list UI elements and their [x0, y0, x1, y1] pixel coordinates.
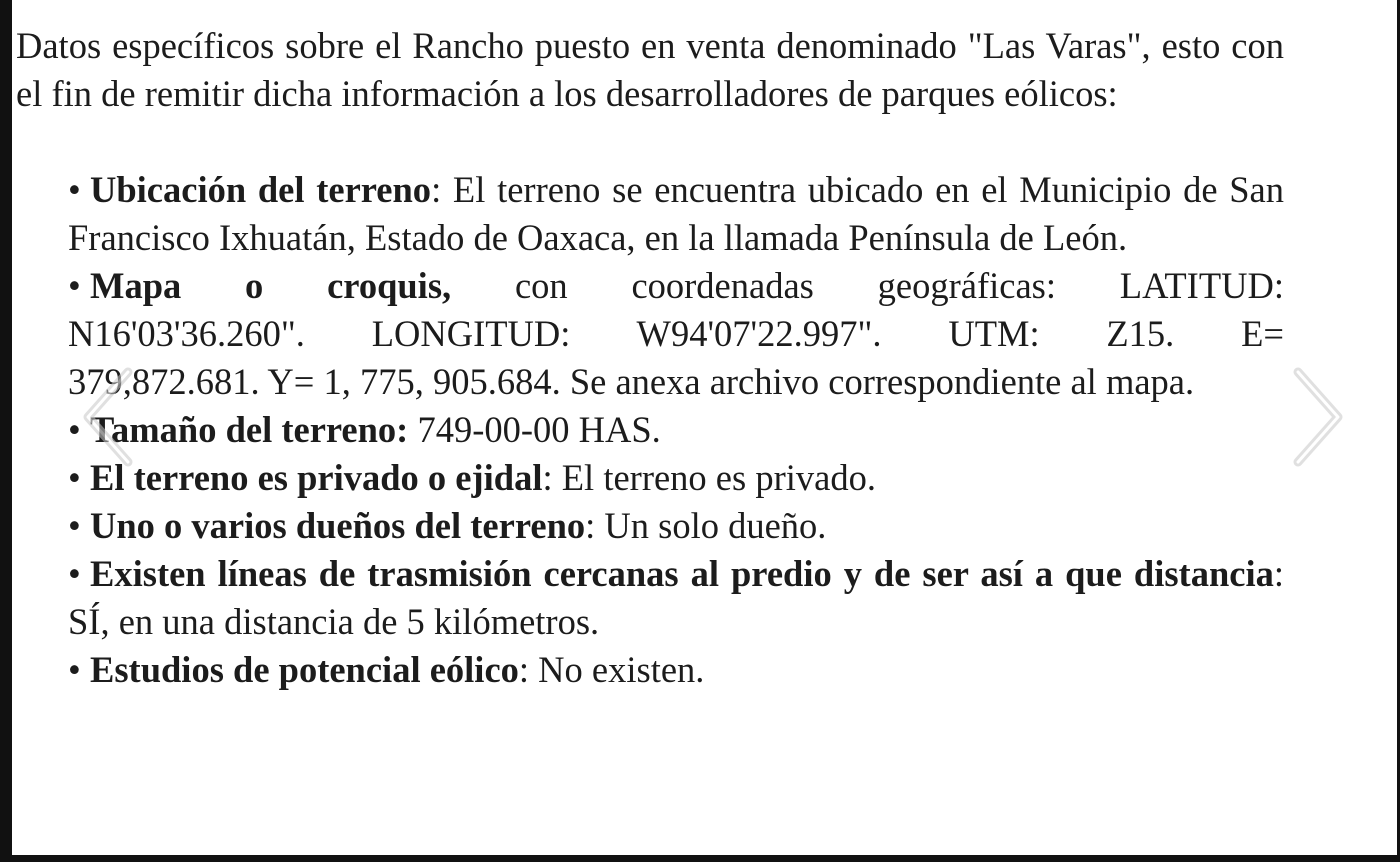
bullet-icon: • — [68, 553, 81, 594]
item-label: Tamaño del terreno: — [90, 409, 409, 450]
item-label: Ubicación del terreno — [90, 169, 432, 210]
item-text-longitude: N16'03'36.260". LONGITUD: W94'07'22.997". UTM: Z15. E= — [68, 313, 1284, 354]
item-text: : Un solo dueño. — [585, 505, 827, 546]
item-text: 749-00-00 HAS. — [408, 409, 661, 450]
item-text: : El terreno se encuentra ubicado en el Municipio de San Francisco Ixhuatán, Estado de Oaxaca, en la llamada Península de León. — [68, 169, 1284, 258]
bullet-icon: • — [68, 169, 81, 210]
list-item-location — [68, 166, 1284, 262]
item-text: : SÍ, en una distancia de 5 kilómetros. — [68, 553, 1284, 642]
list-item-wind-studies — [68, 646, 1284, 694]
list-item-size — [68, 406, 1284, 454]
item-label: Mapa o croquis, — [90, 265, 452, 306]
list-item-transmission-lines — [68, 550, 1284, 646]
bullet-icon: • — [68, 409, 81, 450]
item-text-coordinates: con coordenadas geográficas: LATITUD: — [451, 265, 1284, 306]
item-label: Estudios de potencial eólico — [90, 649, 519, 690]
item-label: Uno o varios dueños del terreno — [90, 505, 586, 546]
item-text-utm: 379,872.681. Y= 1, 775, 905.684. Se anexa archivo correspondiente al mapa. — [68, 361, 1195, 402]
previous-page-arrow-icon[interactable] — [76, 362, 146, 472]
item-text: : El terreno es privado. — [542, 457, 876, 498]
item-label: Existen líneas de trasmisión cercanas al predio y de ser así a que distancia — [90, 553, 1274, 594]
bullet-icon: • — [68, 457, 81, 498]
list-item-owners — [68, 502, 1284, 550]
document-body — [16, 22, 1284, 694]
bullet-icon: • — [68, 649, 81, 690]
item-label: El terreno es privado o ejidal — [90, 457, 543, 498]
list-item-map — [68, 262, 1284, 406]
property-details-list — [16, 166, 1284, 694]
list-item-ownership-type — [68, 454, 1284, 502]
item-text: : No existen. — [518, 649, 705, 690]
bullet-icon: • — [68, 505, 81, 546]
document-page — [12, 0, 1397, 855]
intro-paragraph: Datos específicos sobre el Rancho puesto en venta denominado "Las Varas", esto con el fin de remitir dicha información a los desarrolladores de parques eólicos: — [16, 25, 1284, 114]
bullet-icon: • — [68, 265, 81, 306]
next-page-arrow-icon[interactable] — [1280, 362, 1350, 472]
